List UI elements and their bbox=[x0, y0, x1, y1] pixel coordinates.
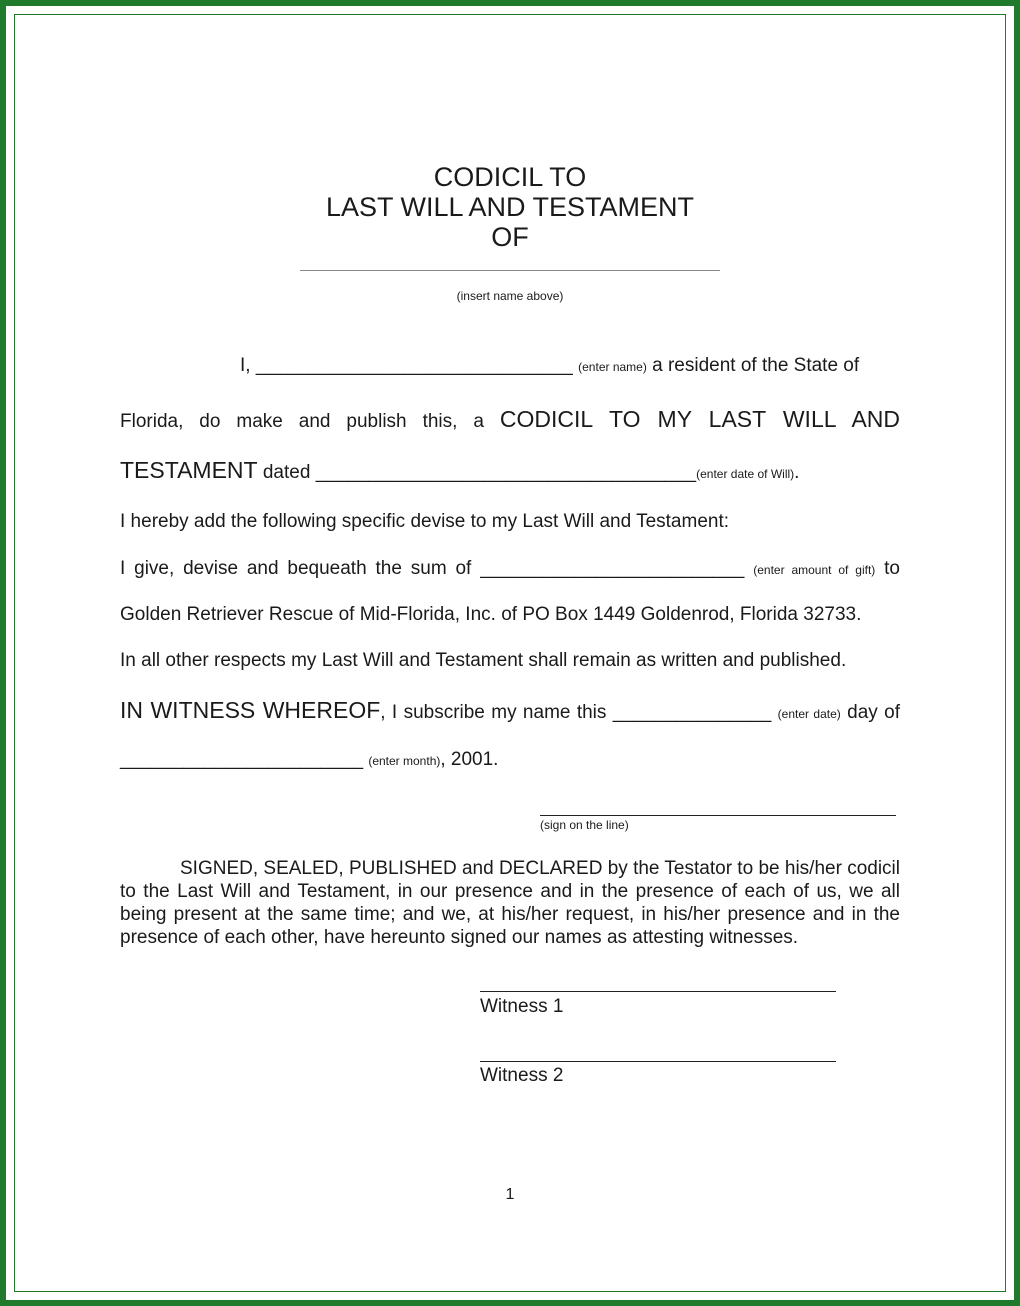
witness-2-label: Witness 2 bbox=[480, 1065, 564, 1086]
to-text: to bbox=[884, 558, 900, 579]
bequeath-text: I give, devise and bequeath the sum of bbox=[120, 558, 472, 579]
name-hint: (insert name above) bbox=[456, 289, 564, 303]
declaration-line-1 bbox=[240, 355, 859, 377]
gift-amount-field[interactable]: _________________________ bbox=[480, 558, 745, 579]
subscribe-text: , I subscribe my name this bbox=[380, 702, 607, 723]
dated-text: dated bbox=[262, 462, 311, 483]
day-field[interactable]: _______________ bbox=[612, 702, 772, 723]
enter-amount-hint: (enter amount of gift) bbox=[753, 563, 876, 577]
testator-signature-line[interactable] bbox=[540, 815, 896, 816]
title-line-1: CODICIL TO bbox=[433, 162, 587, 192]
month-field[interactable]: _______________________ bbox=[120, 749, 364, 770]
other-respects-text: In all other respects my Last Will and Testament shall remain as written and published. bbox=[120, 650, 847, 671]
testator-name-field[interactable]: ______________________________ bbox=[255, 355, 573, 376]
enter-month-hint: (enter month) bbox=[368, 754, 441, 768]
attestation-paragraph: SIGNED, SEALED, PUBLISHED and DECLARED by the Testator to be his/her codicil to the Last Will and Testament, in our presence and in the presence of each of us, we all being present at the same time; and we, at his/her request, in his/her presence and in the presence of each other, have hereunto signed our names as attesting witnesses. bbox=[120, 858, 900, 948]
line-3-end: . bbox=[794, 462, 800, 483]
declaration-line-3 bbox=[120, 457, 799, 484]
witness-1-label: Witness 1 bbox=[480, 996, 564, 1017]
enter-date-of-will-hint: (enter date of Will) bbox=[696, 467, 795, 481]
enter-name-hint: (enter name) bbox=[578, 360, 647, 374]
resident-text: a resident of the State of bbox=[652, 355, 860, 376]
title-line-2: LAST WILL AND TESTAMENT bbox=[325, 192, 695, 222]
declaration-line-2 bbox=[120, 406, 900, 433]
page-number: 1 bbox=[505, 1186, 515, 1203]
i-prefix: I, bbox=[240, 355, 251, 376]
witness-1-signature-line[interactable] bbox=[480, 991, 836, 992]
bequeath-line bbox=[120, 558, 900, 580]
codicil-caps: CODICIL TO MY LAST WILL AND bbox=[499, 406, 901, 432]
will-date-field[interactable]: ____________________________________ bbox=[315, 462, 697, 483]
publish-text: Florida, do make and publish this, a bbox=[120, 411, 484, 432]
witness-2-signature-line[interactable] bbox=[480, 1061, 836, 1062]
month-line bbox=[120, 749, 498, 771]
sign-hint: (sign on the line) bbox=[540, 818, 629, 832]
witness-whereof-line bbox=[120, 697, 900, 724]
day-of-text: day of bbox=[847, 702, 900, 723]
year-text: , 2001. bbox=[440, 749, 499, 770]
witness-whereof-caps: IN WITNESS WHEREOF bbox=[120, 697, 381, 723]
name-line[interactable] bbox=[300, 270, 720, 271]
add-devise-text: I hereby add the following specific devise to my Last Will and Testament: bbox=[120, 511, 730, 532]
enter-date-hint: (enter date) bbox=[777, 707, 841, 721]
beneficiary-text: Golden Retriever Rescue of Mid-Florida, Inc. of PO Box 1449 Goldenrod, Florida 32733. bbox=[120, 604, 862, 625]
testament-caps: TESTAMENT bbox=[120, 457, 258, 483]
title-line-3: OF bbox=[491, 222, 529, 252]
